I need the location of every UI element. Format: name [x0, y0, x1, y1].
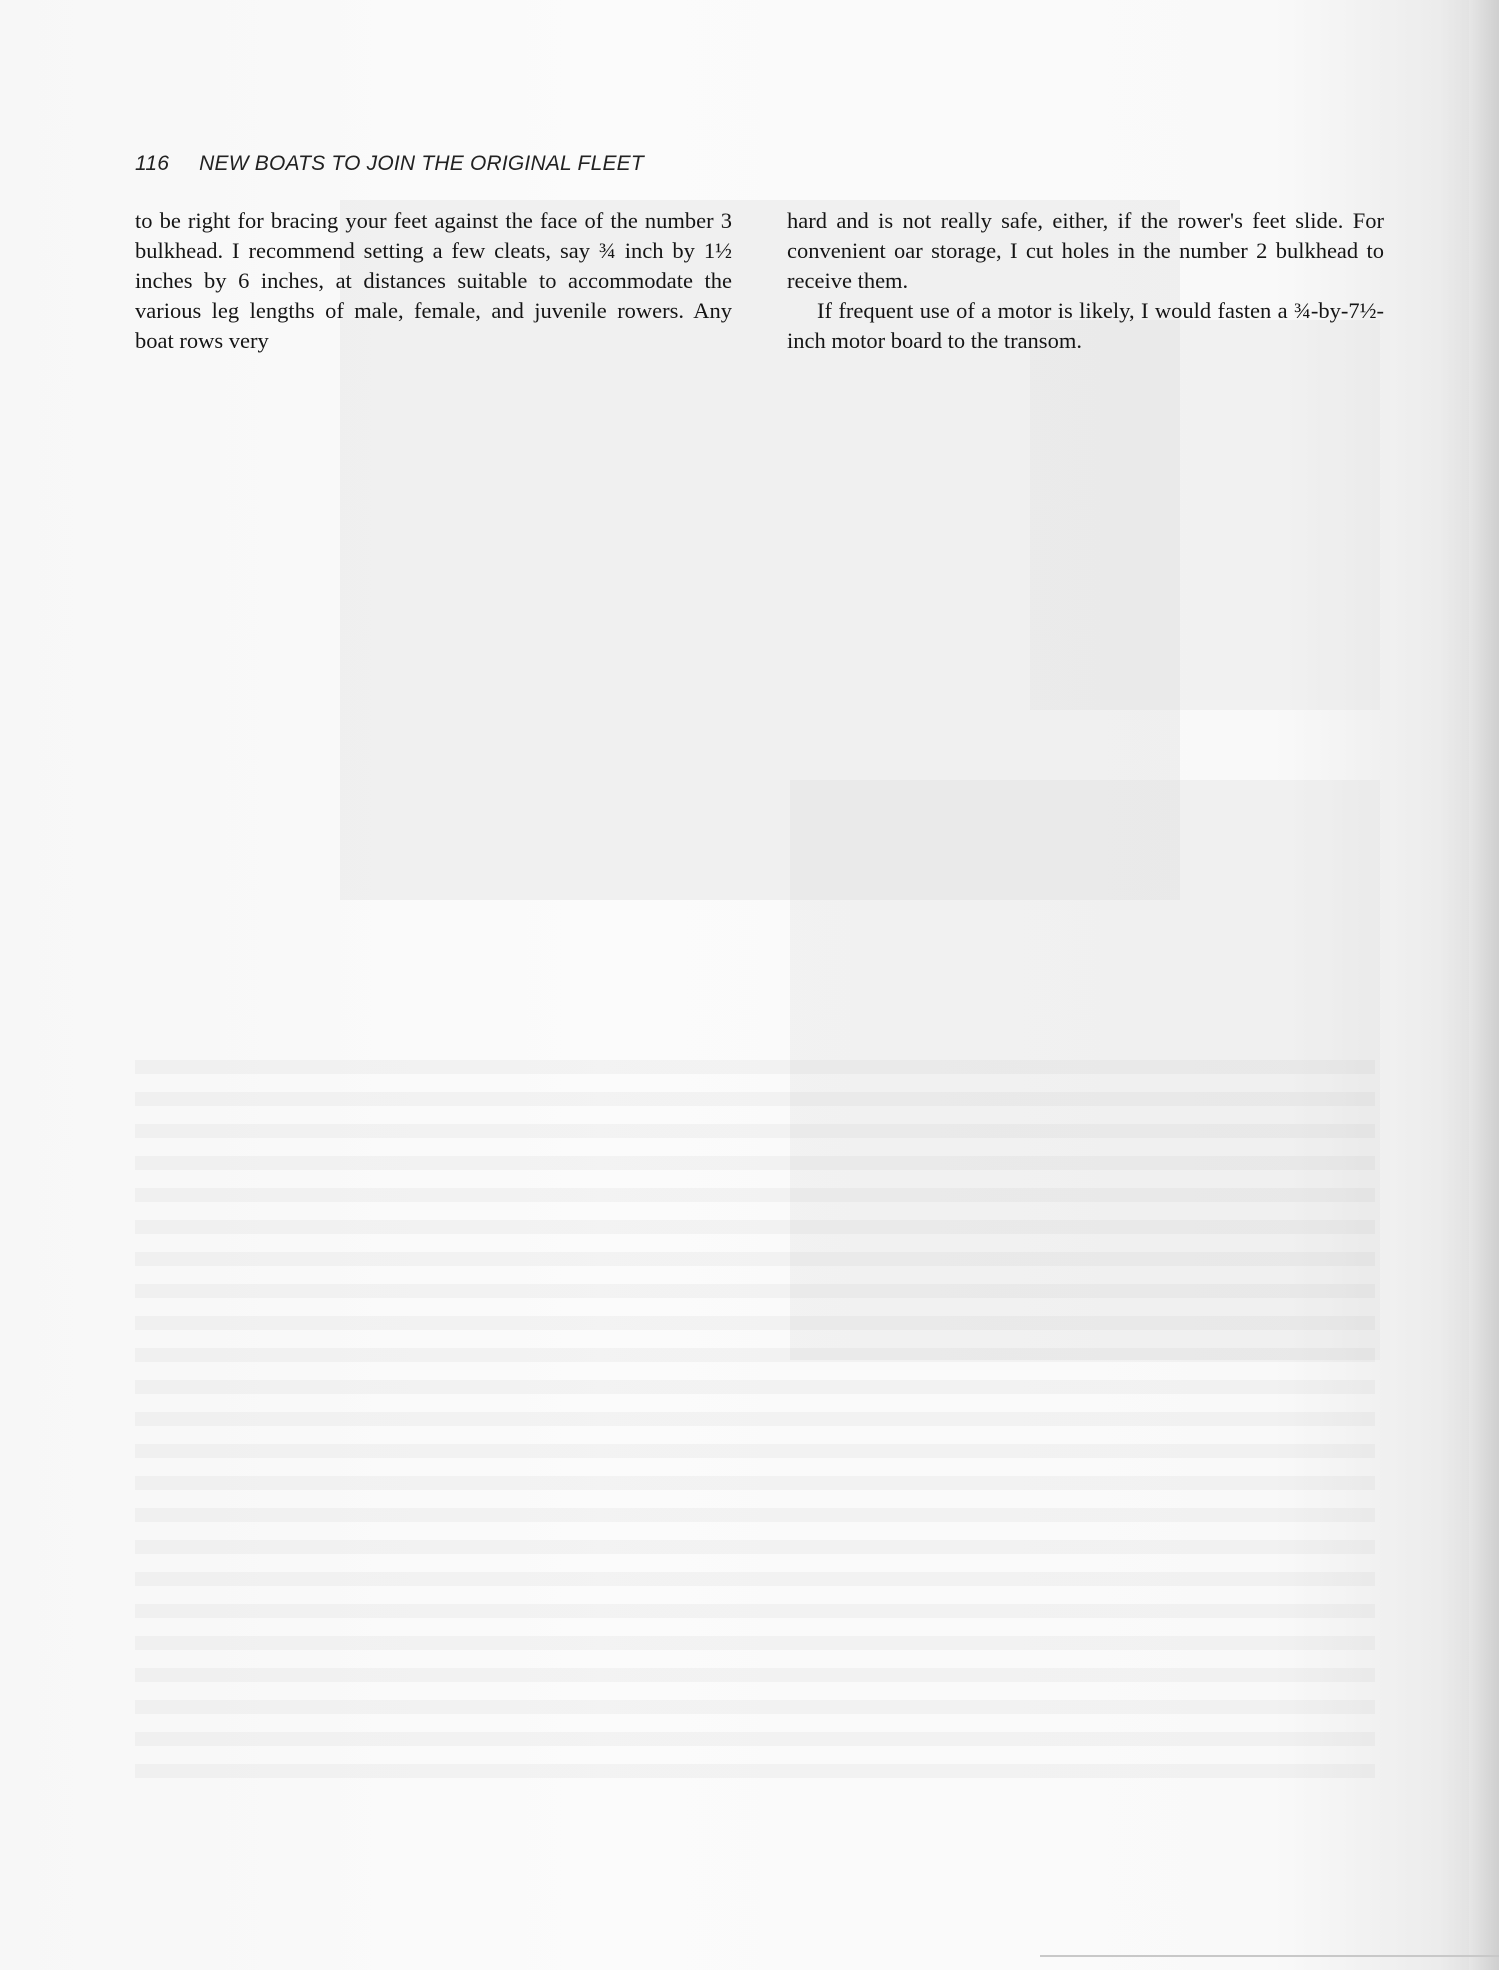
scan-edge-line: [1040, 1955, 1499, 1957]
right-column: [787, 206, 1384, 356]
page-edge-shadow: [1469, 0, 1499, 1970]
left-paragraph: to be right for bracing your feet against the face of the number 3 bulkhead. I recommend setting a few cleats, say ¾ inch by 1½ inches by 6 inches, at distances suitable to accommodate the various leg lengths of male, female, and juvenile rowers. Any boat rows very: [135, 208, 732, 353]
running-head: [135, 152, 644, 176]
page-number: 116: [135, 152, 170, 175]
chapter-title: NEW BOATS TO JOIN THE ORIGINAL FLEET: [199, 152, 644, 175]
right-paragraph-1: hard and is not really safe, either, if the rower's feet slide. For convenient oar storage, I cut holes in the number 2 bulkhead to receive them.: [787, 208, 1384, 293]
right-paragraph-2: If frequent use of a motor is likely, I would fasten a ¾-by-7½-inch motor board to the transom.: [787, 298, 1384, 353]
left-column: [135, 206, 732, 356]
bleed-through-text: [135, 1060, 1375, 1780]
bleed-through-photo-small: [1030, 320, 1380, 710]
